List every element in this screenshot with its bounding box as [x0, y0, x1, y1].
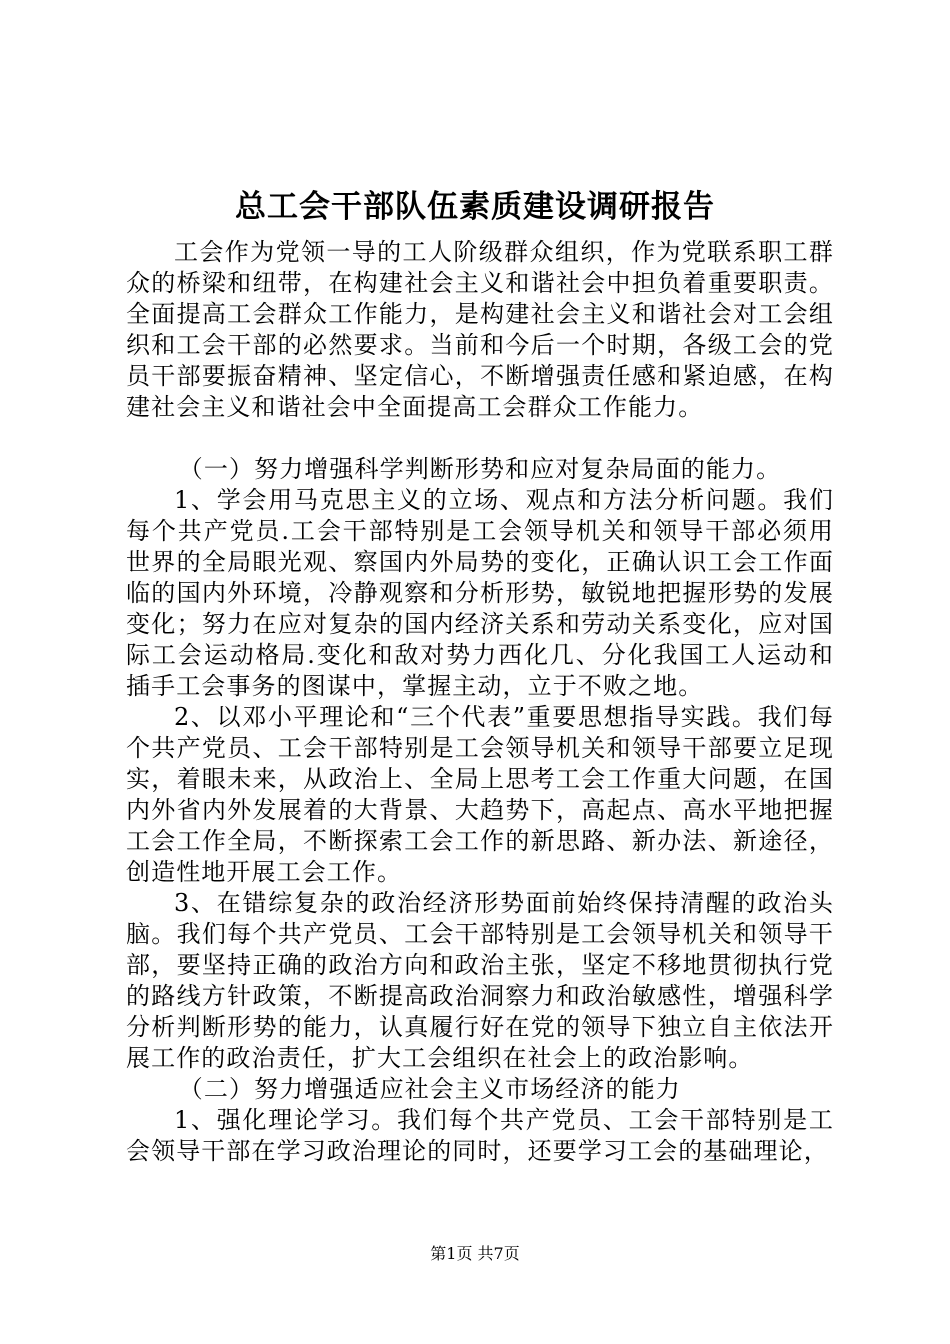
section-1-item-3: 3、在错综复杂的政治经济形势面前始终保持清醒的政治头脑。我们每个共产党员、工会干部特别是工会领导机关和领导干部，要坚持正确的政治方向和政治主张，坚定不移地贯彻执行党的路线方针政策，不断提高政治洞察力和政治敏感性，增强科学分析判断形势的能力，认真履行好在党的领导下独立自主依法开展工作的政治责任，扩大工会组织在社会上的政治影响。	[126, 889, 834, 1072]
section-1-item-2: 2、以邓小平理论和“三个代表”重要思想指导实践。我们每个共产党员、工会干部特别是工会领导机关和领导干部要立足现实，着眼未来，从政治上、全局上思考工会工作重大问题，在国内外省内外发展着的大背景、大趋势下，高起点、高水平地把握工会工作全局，不断探索工会工作的新思路、新办法、新途径，创造性地开展工会工作。	[126, 703, 834, 886]
section-heading-2: （二）努力增强适应社会主义市场经济的能力	[178, 1075, 681, 1103]
section-heading-1: （一）努力增强科学判断形势和应对复杂局面的能力。	[178, 455, 782, 483]
section-2-item-1: 1、强化理论学习。我们每个共产党员、工会干部特别是工会领导干部在学习政治理论的同时，还要学习工会的基础理论，	[126, 1106, 834, 1165]
section-1-item-1: 1、学会用马克思主义的立场、观点和方法分析问题。我们每个共产党员.工会干部特别是工会领导机关和领导干部必须用世界的全局眼光观、察国内外局势的变化，正确认识工会工作面临的国内外环境，冷静观察和分析形势，敏锐地把握形势的发展变化；努力在应对复杂的国内经济关系和劳动关系变化，应对国际工会运动格局.变化和敌对势力西化几、分化我国工人运动和插手工会事务的图谋中，掌握主动，立于不败之地。	[126, 486, 834, 700]
document-title: 总工会干部队伍素质建设调研报告	[235, 189, 715, 225]
document-body	[126, 237, 834, 1167]
intro-paragraph: 工会作为党领一导的工人阶级群众组织，作为党联系职工群众的桥梁和纽带，在构建社会主义和谐社会中担负着重要职责。全面提高工会群众工作能力，是构建社会主义和谐社会对工会组织和工会干部的必然要求。当前和今后一个时期，各级工会的党员干部要振奋精神、坚定信心，不断增强责任感和紧迫感，在构建社会主义和谐社会中全面提高工会群众工作能力。	[126, 238, 834, 421]
paragraph-spacer	[126, 423, 834, 454]
page-footer: 第1页 共7页	[430, 1244, 520, 1263]
